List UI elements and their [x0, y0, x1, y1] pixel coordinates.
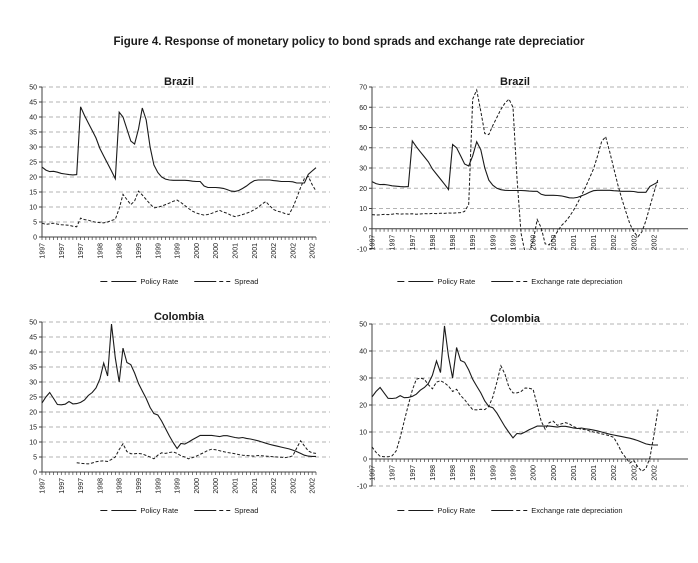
x-axis-label: 2001: [591, 465, 599, 481]
y-axis-label: -10: [356, 483, 367, 491]
policy-rate-line: [42, 324, 316, 456]
figure-title: Figure 4. Response of monetary policy to bond sprads and exchange rate depreciatior: [113, 36, 585, 48]
x-axis-label: 1997: [39, 243, 47, 259]
chart-brazil-spread: [0, 62, 345, 300]
x-axis-label: 1997: [39, 478, 47, 494]
y-axis-label: 10: [29, 204, 37, 212]
y-axis-label: 15: [29, 189, 37, 197]
x-axis-label: 1998: [97, 478, 105, 494]
chart-title: Brazil: [500, 76, 530, 88]
x-axis-label: 1999: [135, 478, 143, 494]
x-axis-label: 2002: [611, 465, 619, 481]
x-axis-label: 1998: [450, 234, 458, 251]
y-axis-label: 40: [359, 145, 367, 153]
x-axis-label: 2001: [251, 478, 259, 494]
x-axis-label: 2002: [651, 465, 659, 481]
y-axis-label: 50: [29, 84, 37, 92]
x-axis-label: 1999: [490, 465, 498, 481]
x-axis-label: 1999: [155, 243, 163, 259]
policy-rate-line: [42, 107, 316, 192]
x-axis-label: 1998: [429, 465, 437, 481]
y-axis-label: 30: [29, 144, 37, 152]
y-axis-label: 20: [359, 402, 367, 410]
x-axis-label: 2001: [591, 234, 599, 251]
x-axis-label: 1997: [58, 478, 66, 494]
x-axis-label: 2002: [309, 478, 317, 494]
legend-label: Policy Rate: [140, 506, 179, 515]
x-axis-label: 1998: [429, 234, 437, 251]
x-axis-label: 2002: [309, 243, 317, 259]
x-axis-label: 2001: [232, 478, 240, 494]
legend-label: Exchange rate depreciation: [531, 277, 623, 286]
y-axis-label: 40: [29, 114, 37, 122]
x-axis-label: 1997: [389, 234, 397, 251]
x-axis-label: 1999: [470, 234, 478, 251]
y-axis-label: 40: [359, 348, 367, 356]
y-axis-label: 35: [29, 129, 37, 137]
y-axis-label: 0: [33, 469, 37, 477]
x-axis-label: 2002: [290, 243, 298, 259]
x-axis-label: 2001: [251, 243, 259, 259]
x-axis-label: 2001: [570, 234, 578, 251]
y-axis-label: 30: [29, 379, 37, 387]
x-axis-label: 2000: [550, 465, 558, 481]
x-axis-label: 2002: [611, 234, 619, 251]
x-axis-label: 1999: [490, 234, 498, 251]
legend-label: Spread: [234, 277, 259, 286]
x-axis-label: 2001: [570, 465, 578, 481]
x-axis-label: 2002: [631, 465, 639, 481]
chart-colombia-spread: [0, 300, 345, 540]
y-axis-label: 50: [359, 321, 367, 329]
spread-line: [77, 441, 316, 464]
y-axis-label: 10: [29, 439, 37, 447]
x-axis-label: 1998: [116, 478, 124, 494]
y-axis-label: 10: [359, 206, 367, 213]
legend-label: Exchange rate depreciation: [531, 506, 623, 515]
y-axis-label: 20: [29, 174, 37, 182]
y-axis-label: 0: [363, 456, 367, 464]
legend-label: Spread: [234, 506, 259, 515]
y-axis-label: 70: [359, 84, 367, 92]
x-axis-label: 1999: [135, 243, 143, 259]
x-axis-label: 1997: [369, 465, 377, 481]
x-axis-label: 1999: [155, 478, 163, 494]
x-axis-label: 2002: [631, 234, 639, 251]
x-axis-label: 1999: [174, 478, 182, 494]
y-axis-label: 0: [363, 226, 367, 234]
x-axis-label: 2000: [193, 478, 201, 494]
y-axis-label: 60: [359, 104, 367, 112]
chart-title: Colombia: [153, 311, 205, 323]
x-axis-label: 1999: [510, 465, 518, 481]
legend-label: Policy Rate: [140, 277, 179, 286]
x-axis-label: 2002: [271, 243, 279, 259]
y-axis-label: 20: [29, 409, 37, 417]
y-axis-label: 35: [29, 364, 37, 372]
x-axis-label: 2000: [530, 234, 538, 251]
y-axis-label: 40: [29, 349, 37, 357]
x-axis-label: 1997: [369, 234, 377, 251]
legend-label: Policy Rate: [437, 277, 476, 286]
x-axis-label: 2001: [232, 243, 240, 259]
x-axis-label: 1997: [409, 465, 417, 481]
x-axis-label: 2000: [530, 465, 538, 481]
y-axis-label: 50: [359, 125, 367, 132]
y-axis-label: 0: [33, 234, 37, 242]
y-axis-label: 5: [33, 219, 37, 227]
x-axis-label: 2000: [213, 243, 221, 259]
x-axis-label: 1999: [174, 243, 182, 259]
y-axis-label: 5: [33, 454, 37, 462]
chart-title: Brazil: [164, 76, 194, 88]
x-axis-label: 1998: [97, 243, 105, 259]
y-axis-label: 10: [359, 429, 367, 437]
x-axis-label: 1998: [450, 465, 458, 481]
y-axis-label: 20: [359, 185, 367, 193]
y-axis-label: 15: [29, 424, 37, 432]
x-axis-label: 1997: [78, 243, 86, 259]
x-axis-label: 1999: [470, 465, 478, 481]
y-axis-label: 45: [29, 334, 37, 342]
x-axis-label: 2002: [290, 478, 298, 494]
chart-title: Colombia: [489, 313, 541, 325]
chart-brazil-exchange-rate: [345, 62, 698, 300]
spread-line: [42, 176, 316, 226]
y-axis-label: 30: [359, 165, 367, 173]
x-axis-label: 2000: [193, 243, 201, 259]
x-axis-label: 2000: [213, 478, 221, 494]
y-axis-label: 45: [29, 99, 37, 107]
x-axis-label: 1999: [510, 234, 518, 251]
x-axis-label: 1997: [58, 243, 66, 259]
y-axis-label: 25: [29, 159, 37, 167]
x-axis-label: 2002: [271, 478, 279, 494]
x-axis-label: 1997: [389, 465, 397, 481]
x-axis-label: 1997: [409, 234, 417, 251]
y-axis-label: 50: [29, 319, 37, 327]
legend-label: Policy Rate: [437, 506, 476, 515]
x-axis-label: 1997: [78, 478, 86, 494]
exchange-rate-line: [372, 366, 658, 471]
x-axis-label: 2002: [651, 234, 659, 251]
y-axis-label: 30: [359, 375, 367, 383]
policy-rate-line: [372, 326, 658, 445]
y-axis-label: 25: [29, 394, 37, 402]
chart-colombia-exchange-rate: [345, 300, 698, 540]
x-axis-label: 1998: [116, 243, 124, 259]
x-axis-label: 2000: [550, 234, 558, 251]
y-axis-label: -10: [356, 246, 367, 254]
